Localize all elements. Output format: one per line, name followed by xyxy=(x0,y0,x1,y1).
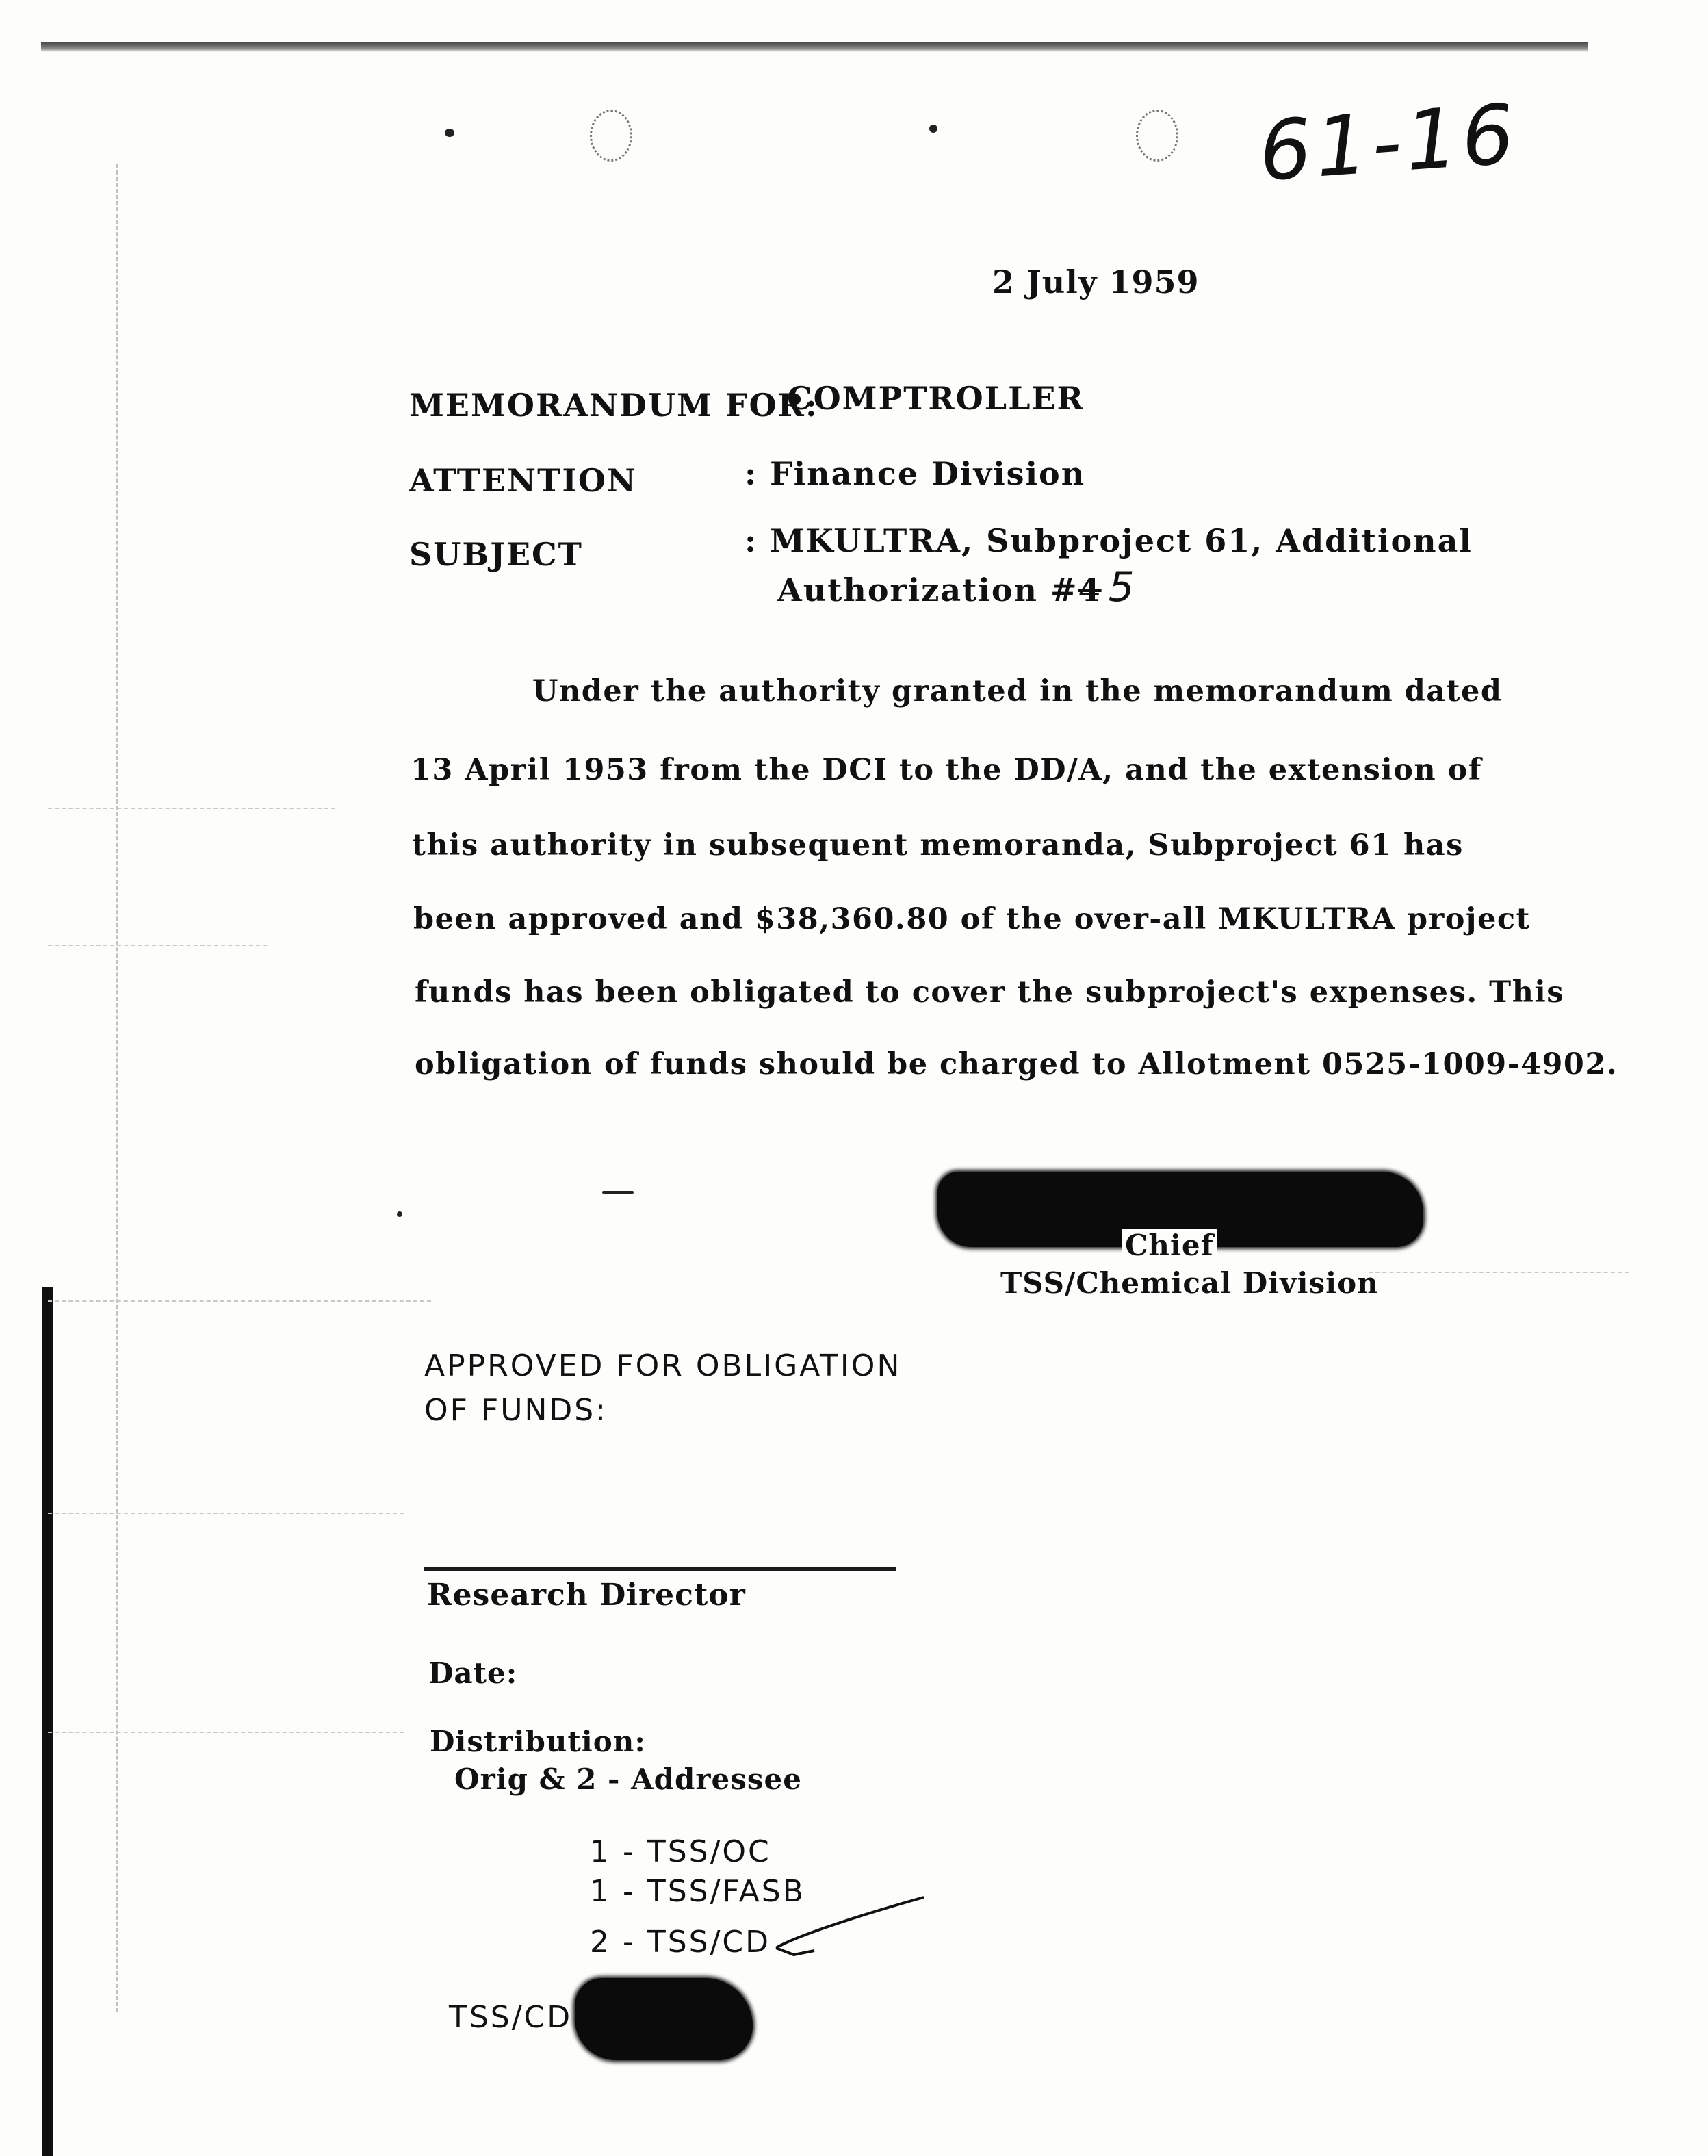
scan-speck xyxy=(397,1211,402,1217)
memo-date: 2 July 1959 xyxy=(992,264,1200,300)
distribution-label: Distribution: xyxy=(430,1725,646,1758)
scan-speck xyxy=(445,129,454,137)
signature-division: TSS/Chemical Division xyxy=(1000,1266,1379,1300)
distribution-item: 1 - TSS/FASB xyxy=(590,1874,805,1909)
scan-top-edge xyxy=(41,42,1588,52)
subject-struck-number: 4 xyxy=(1078,572,1102,608)
scan-noise-line xyxy=(48,945,267,947)
subject-line-1: : MKULTRA, Subproject 61, Additional xyxy=(745,522,1473,559)
distribution-item: 2 - TSS/CD xyxy=(590,1925,771,1960)
scan-speck xyxy=(602,1191,634,1194)
distribution-orig: Orig & 2 - Addressee xyxy=(454,1762,803,1796)
subject-line-2 xyxy=(777,563,1137,611)
approval-signer: Research Director xyxy=(427,1578,746,1613)
distribution-item: 1 - TSS/OC xyxy=(590,1834,771,1869)
approval-line-2: OF FUNDS: xyxy=(424,1393,608,1428)
subject-line-2-text: Authorization # xyxy=(777,572,1078,608)
scan-noise-line xyxy=(48,1300,431,1303)
body-line: funds has been obligated to cover the subproject's expenses. This xyxy=(415,975,1564,1010)
approval-line-1: APPROVED FOR OBLIGATION xyxy=(424,1348,902,1383)
pen-check-mark xyxy=(773,1889,937,1964)
scan-speck xyxy=(929,125,937,133)
memorandum-for-value: COMPTROLLER xyxy=(787,380,1085,417)
scan-noise-line xyxy=(1369,1272,1629,1274)
body-line: 13 April 1953 from the DCI to the DD/A, and the extension of xyxy=(411,753,1482,787)
attention-label: ATTENTION xyxy=(409,462,637,499)
footer-redaction xyxy=(575,1978,753,2060)
attention-value: : Finance Division xyxy=(745,455,1086,492)
scan-left-margin xyxy=(116,164,121,2012)
scan-noise-line xyxy=(48,808,335,810)
punch-hole-mark xyxy=(590,110,632,162)
body-line: Under the authority granted in the memorandum dated xyxy=(532,674,1503,708)
body-line: been approved and $38,360.80 of the over-all MKULTRA project xyxy=(413,902,1531,936)
subject-label: SUBJECT xyxy=(409,536,583,573)
approval-signature-line xyxy=(424,1567,896,1571)
approval-date-label: Date: xyxy=(428,1656,518,1690)
footer-office: TSS/CD xyxy=(449,2000,573,2035)
handwritten-doc-number: 61-16 xyxy=(1256,86,1522,201)
punch-hole-mark xyxy=(1136,110,1178,162)
memorandum-for-label: MEMORANDUM FOR: xyxy=(409,387,818,424)
body-line: this authority in subsequent memoranda, Subproject 61 has xyxy=(412,828,1464,862)
signature-title: Chief xyxy=(1122,1229,1217,1262)
body-line: obligation of funds should be charged to Allotment 0525-1009-4902. xyxy=(415,1047,1618,1081)
scan-noise-line xyxy=(48,1513,404,1515)
scan-noise-line xyxy=(48,1732,404,1734)
scan-left-bar xyxy=(42,1287,53,2156)
subject-handwritten-number: 5 xyxy=(1108,563,1137,611)
